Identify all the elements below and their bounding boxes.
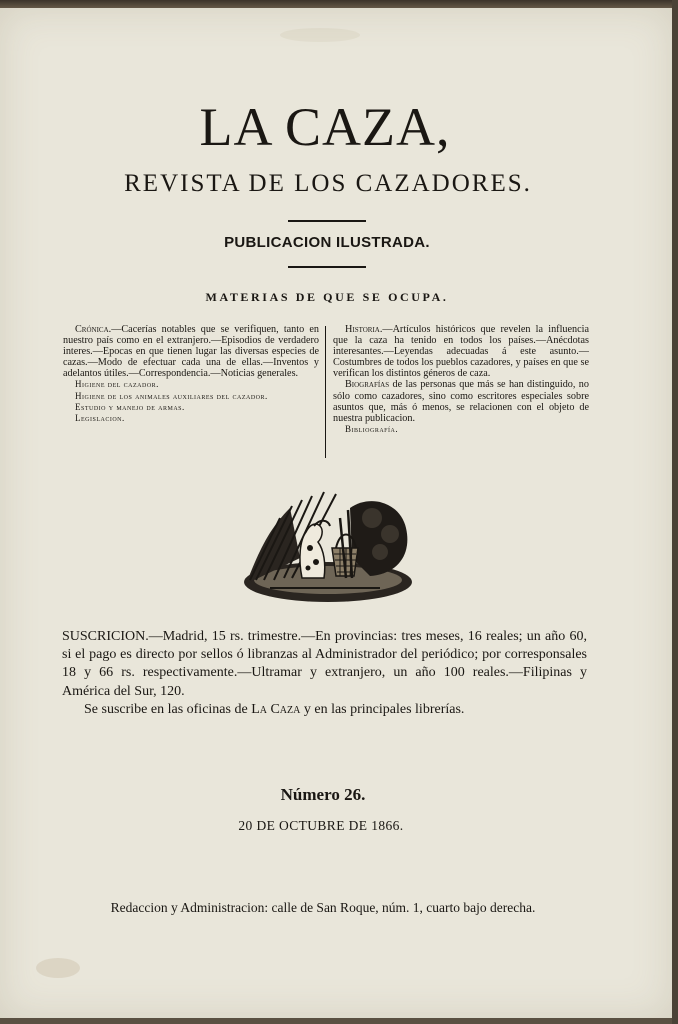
- issue-date: 20 DE OCTUBRE DE 1866.: [238, 818, 404, 833]
- right-column: [333, 324, 589, 435]
- topic-higiene-cazador: Higiene del cazador.: [75, 379, 159, 390]
- topic-higiene-animales: Higiene de los animales auxiliares del cazador.: [75, 390, 268, 401]
- suscripcion-line-caps: La Caza: [251, 701, 301, 717]
- cronica-paragraph: [63, 324, 319, 379]
- paper-stain: [280, 28, 360, 42]
- title-rule-bottom: [288, 266, 366, 268]
- publication-label: PUBLICACION ILUSTRADA.: [224, 234, 430, 251]
- topic-bibliografia: Bibliografía.: [345, 423, 399, 434]
- historia-text: —Artículos históricos que revelen la influencia que la caza ha tenido en todos los países.—Anécdotas interesantes.—Leyendas adecuadas á este asunto.—Costumbres de todos los pueblos cazadores, y países en que se verifican los distintos géneros de caza.: [333, 324, 589, 380]
- suscripcion-block: [62, 628, 587, 719]
- suscripcion-line-post: y en las principales librerías.: [300, 701, 465, 717]
- redaccion-address: Redaccion y Administracion: calle de San Roque, núm. 1, cuarto bajo derecha.: [110, 900, 536, 915]
- materias-heading: MATERIAS DE QUE SE OCUPA.: [205, 290, 449, 304]
- issue-number: Número 26.: [280, 785, 366, 804]
- topic-armas: Estudio y manejo de armas.: [75, 401, 185, 412]
- title-rule-top: [288, 220, 366, 222]
- column-divider: [325, 326, 326, 458]
- hunting-dog-engraving-icon: [240, 488, 412, 606]
- suscripcion-line: [62, 701, 587, 719]
- cronica-text: —Cacerías notables que se verifiquen, tanto en nuestro país como en el extranjero.—Episodios de verdadero interes.—Epocas en que tienen lugar las diversas especies de cazas.—Modo de efectuar cada una de ellas.—Inventos y adelantos útiles.—Correspondencia.—Noticias generales.: [63, 324, 319, 380]
- cronica-lead: Crónica.: [75, 324, 112, 335]
- paper-stain: [36, 958, 80, 978]
- suscripcion-text: SUSCRICION.—Madrid, 15 rs. trimestre.—En provincias: tres meses, 16 reales; un año 60, si el pago es directo por sellos ó libranzas al Administrador del periódico; por corresponsales 18 y 66 rs. respectivamente.—Ultramar y extranjero, un año 100 reales.—Filipinas y América del Sur, 120.: [62, 629, 587, 699]
- topic-legislacion: Legislacion.: [75, 412, 125, 423]
- left-column: [63, 324, 319, 424]
- masthead-title: LA CAZA,: [199, 97, 451, 157]
- biografias-text: de las personas que más se han distinguido, no sólo como cazadores, sino como escritores especiales sobre asuntos que, más ó menos, se relacionen con el objeto de nuestra publicacion.: [333, 379, 589, 424]
- historia-paragraph: [333, 324, 589, 379]
- biografias-paragraph: [333, 379, 589, 423]
- biografias-lead: Biografías: [345, 379, 390, 391]
- suscripcion-line-pre: Se suscribe en las oficinas de: [84, 701, 252, 717]
- page-right-edge: [672, 0, 678, 1024]
- historia-lead: Historia.: [345, 324, 383, 335]
- masthead-subtitle: REVISTA DE LOS CAZADORES.: [124, 170, 532, 197]
